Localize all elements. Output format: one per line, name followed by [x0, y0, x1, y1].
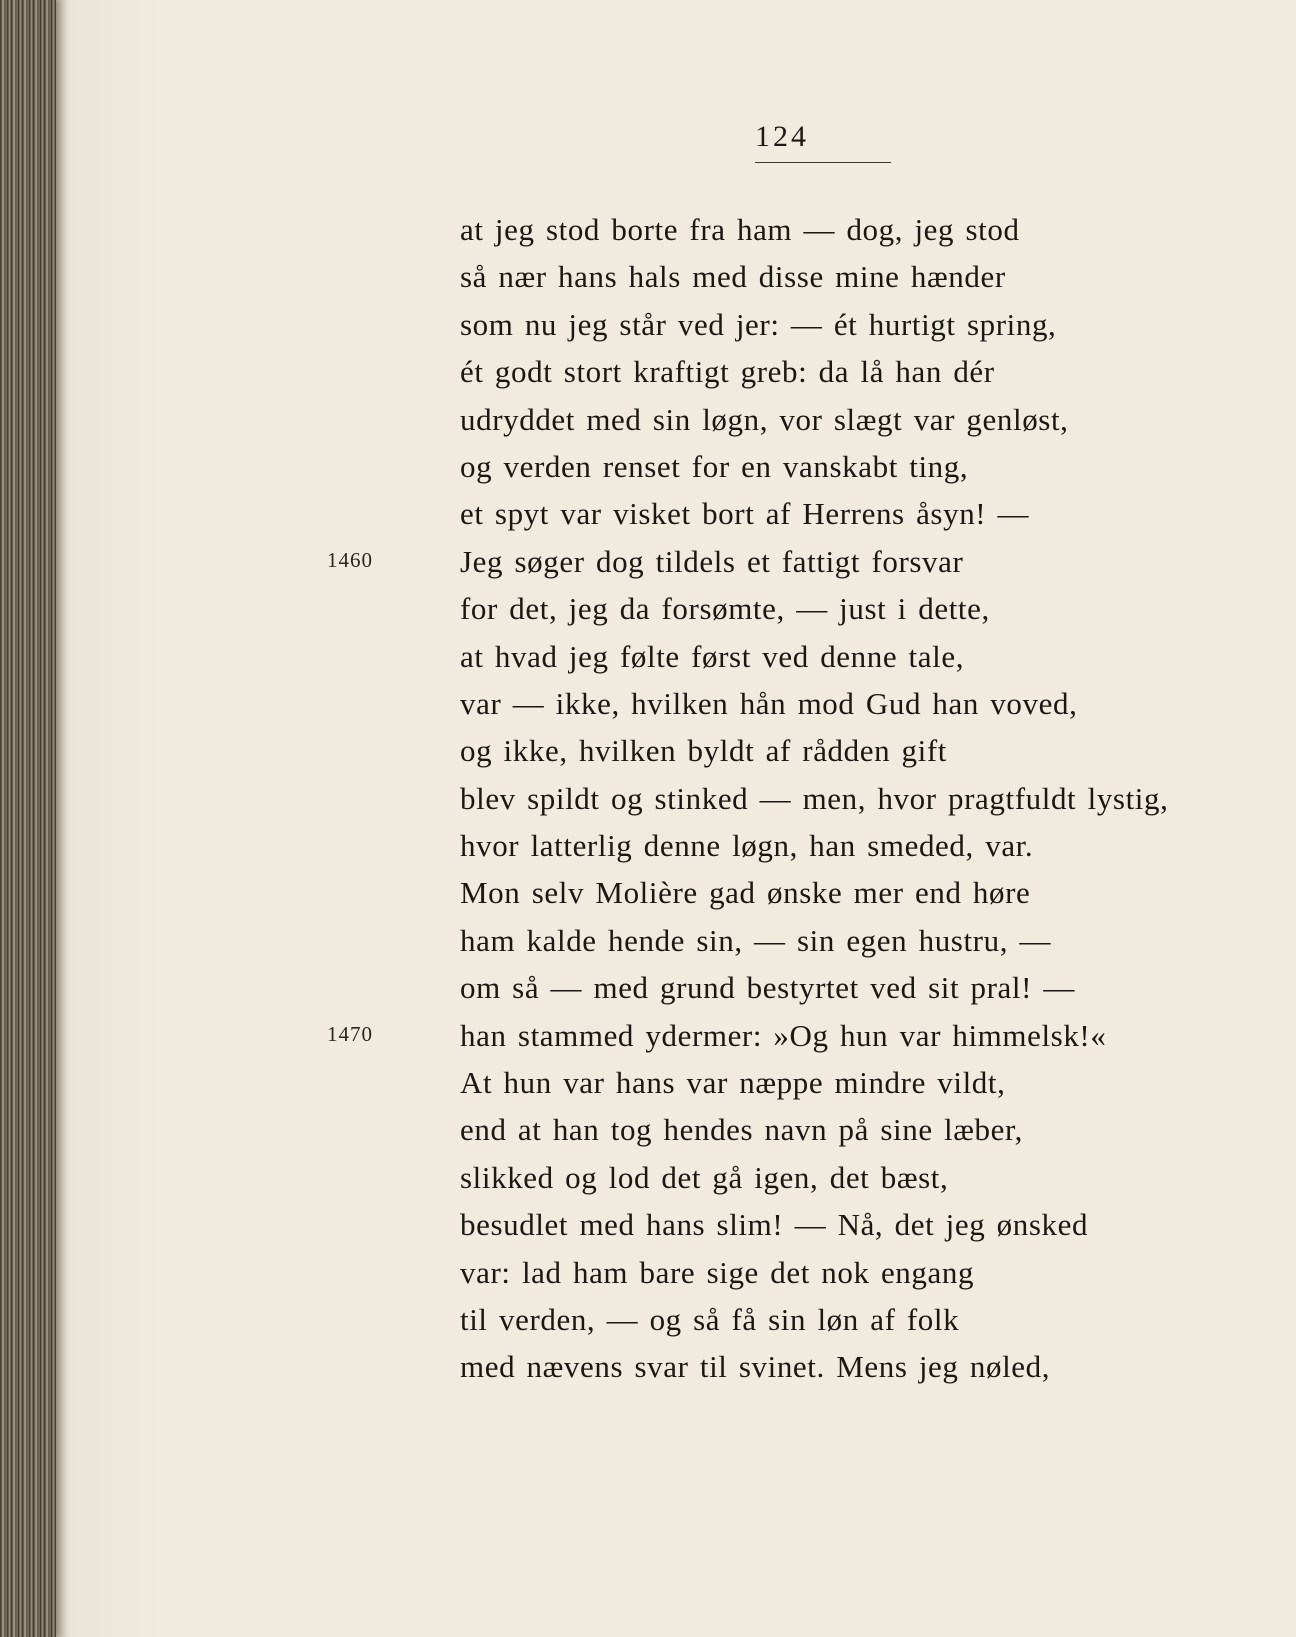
verse-line: At hun var hans var næppe mindre vildt,	[460, 1065, 1006, 1101]
verse-line: var — ikke, hvilken hån mod Gud han voved,	[460, 685, 1078, 721]
verse-line: for det, jeg da forsømte, — just i dette,	[460, 591, 990, 627]
gutter-shadow	[56, 0, 70, 1637]
verse-line: til verden, — og så få sin løn af folk	[460, 1301, 960, 1337]
line-number-1470: 1470	[327, 1022, 373, 1046]
page-number: 124	[755, 120, 809, 153]
verse-text	[460, 206, 1290, 1391]
verse-line: var: lad ham bare sige det nok engang	[460, 1254, 975, 1290]
line-number-1460: 1460	[327, 548, 373, 572]
verse-line: at hvad jeg følte først ved denne tale,	[460, 638, 965, 674]
book-spine	[0, 0, 56, 1637]
verse-line: udryddet med sin løgn, vor slægt var genløst,	[460, 401, 1069, 437]
verse-line: blev spildt og stinked — men, hvor pragtfuldt lystig,	[460, 780, 1169, 816]
verse-line: ham kalde hende sin, — sin egen hustru, —	[460, 922, 1051, 958]
verse-line: hvor latterlig denne løgn, han smeded, var.	[460, 828, 1034, 864]
verse-line: Jeg søger dog tildels et fattigt forsvar	[460, 543, 964, 579]
verse-line: med nævens svar til svinet. Mens jeg nøled,	[460, 1349, 1051, 1385]
verse-line: slikked og lod det gå igen, det bæst,	[460, 1159, 949, 1195]
verse-line: at jeg stod borte fra ham — dog, jeg stod	[460, 212, 1020, 247]
verse-line: besudlet med hans slim! — Nå, det jeg ønsked	[460, 1207, 1089, 1243]
verse-line: og verden renset for en vanskabt ting,	[460, 448, 969, 484]
verse-line: Mon selv Molière gad ønske mer end høre	[460, 875, 1031, 911]
verse-line: og ikke, hvilken byldt af rådden gift	[460, 733, 948, 769]
verse-line: han stammed ydermer: »Og hun var himmelsk!«	[460, 1017, 1107, 1053]
verse-line: så nær hans hals med disse mine hænder	[460, 259, 1006, 295]
verse-line: ét godt stort kraftigt greb: da lå han dér	[460, 354, 995, 390]
verse-line: om så — med grund bestyrtet ved sit pral! —	[460, 970, 1075, 1006]
header-rule	[755, 162, 891, 163]
verse-line: et spyt var visket bort af Herrens åsyn! —	[460, 496, 1030, 532]
verse-line: end at han tog hendes navn på sine læber,	[460, 1112, 1024, 1148]
verse-line: som nu jeg står ved jer: — ét hurtigt spring,	[460, 306, 1057, 342]
